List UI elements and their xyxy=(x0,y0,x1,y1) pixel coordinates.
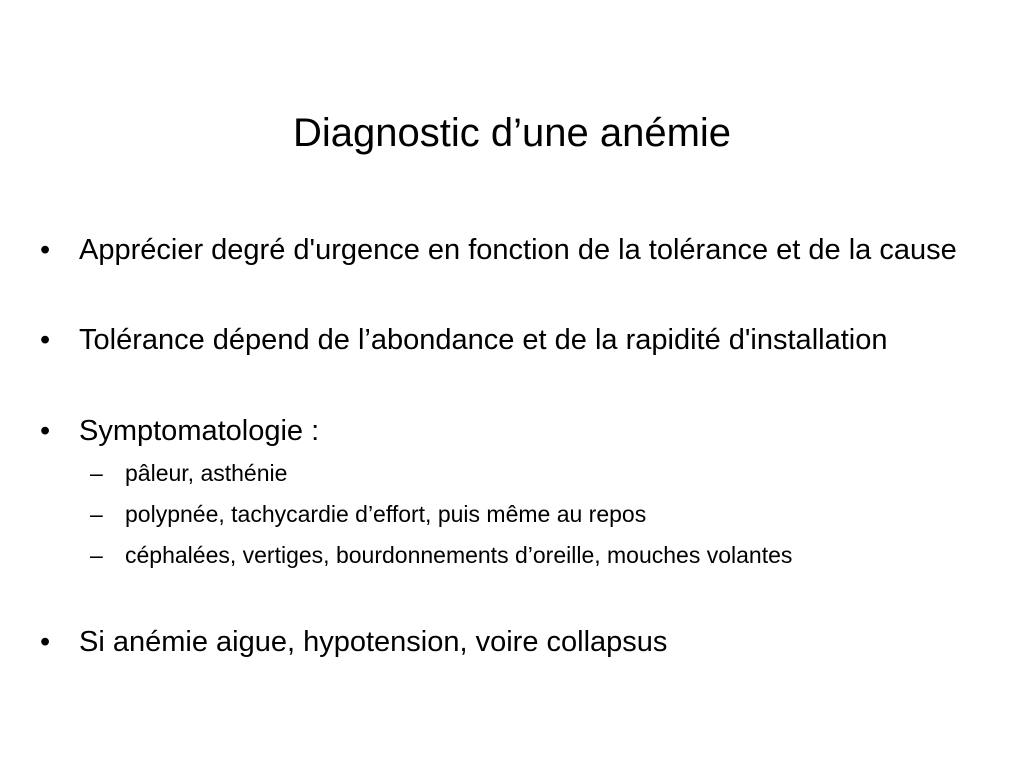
sub-bullet-item xyxy=(90,539,990,571)
bullet-text: Si anémie aigue, hypotension, voire collapsus xyxy=(79,626,668,658)
sub-bullet-text: céphalées, vertiges, bourdonnements d’oreille, mouches volantes xyxy=(125,542,793,568)
sub-bullet-item xyxy=(90,498,990,530)
bullet-marker: • xyxy=(40,626,51,658)
bullet-marker: • xyxy=(40,324,51,356)
sub-bullet-marker: – xyxy=(90,501,103,527)
sub-bullet-item xyxy=(90,457,990,489)
bullet-item xyxy=(40,411,960,451)
slide-title: Diagnostic d’une anémie xyxy=(292,111,732,155)
bullet-item xyxy=(40,320,960,360)
sub-bullet-text: pâleur, asthénie xyxy=(125,460,288,486)
bullet-marker: • xyxy=(40,415,51,447)
bullet-marker: • xyxy=(40,234,51,266)
bullet-text: Tolérance dépend de l’abondance et de la rapidité d'installation xyxy=(79,324,888,356)
sub-bullet-marker: – xyxy=(90,460,103,486)
bullet-text: Symptomatologie : xyxy=(79,415,320,447)
sub-bullet-marker: – xyxy=(90,542,103,568)
bullet-item xyxy=(40,622,960,662)
bullet-item xyxy=(40,230,960,270)
bullet-text: Apprécier degré d'urgence en fonction de la tolérance et de la cause xyxy=(79,234,957,266)
sub-bullet-text: polypnée, tachycardie d’effort, puis même au repos xyxy=(125,501,647,527)
